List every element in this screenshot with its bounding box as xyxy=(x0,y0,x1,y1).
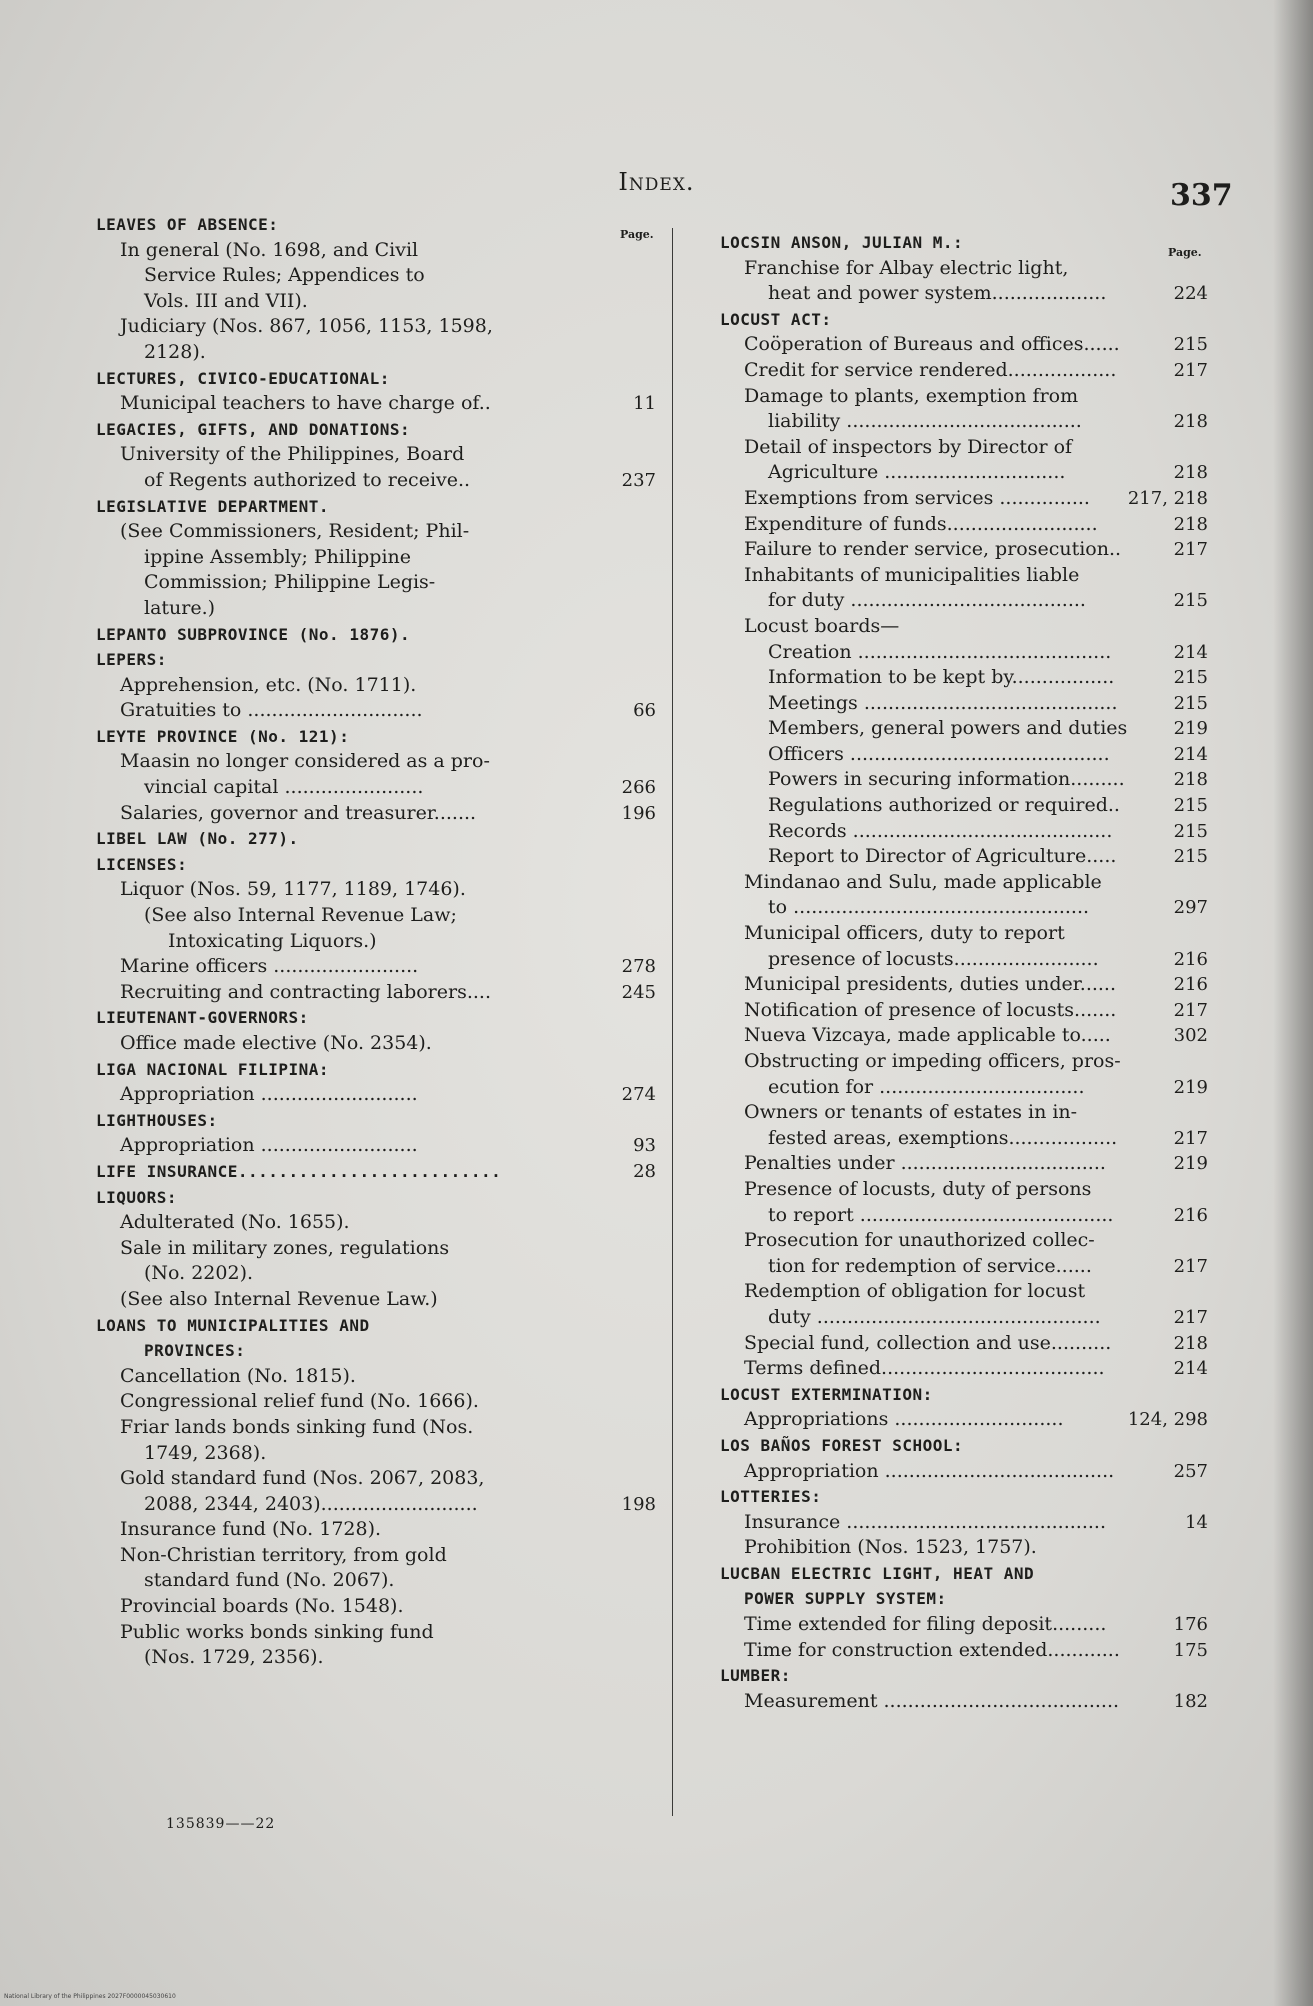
index-entry xyxy=(768,281,1208,307)
index-heading xyxy=(144,1338,656,1364)
entry-page-ref: 176 xyxy=(1173,1614,1208,1636)
entry-text: LIEUTENANT-GOVERNORS: xyxy=(96,1008,309,1028)
entry-text: LOCUST ACT: xyxy=(720,309,832,329)
index-entry xyxy=(744,1049,1208,1075)
entry-text: LEPANTO SUBPROVINCE (No. 1876). xyxy=(96,624,411,644)
entry-text: LIGHTHOUSES: xyxy=(96,1110,218,1130)
index-entry xyxy=(144,545,656,571)
index-entry xyxy=(144,263,656,289)
entry-page-ref: 218 xyxy=(1173,1332,1208,1354)
index-entry xyxy=(744,614,1208,640)
entry-text: Failure to render service, prosecution.. xyxy=(744,538,1122,561)
index-entry xyxy=(744,384,1208,410)
entry-text: (No. 2202). xyxy=(144,1262,254,1285)
index-entry xyxy=(744,1228,1208,1254)
index-heading xyxy=(720,1484,1208,1510)
index-heading xyxy=(720,307,1208,333)
entry-page-ref: 257 xyxy=(1173,1460,1208,1482)
entry-text: 1749, 2368). xyxy=(144,1441,267,1464)
index-entry xyxy=(120,980,656,1006)
entry-text: ecution for .................................. xyxy=(768,1075,1085,1098)
index-entry xyxy=(144,1645,656,1671)
entry-text: Records ........................................... xyxy=(768,819,1113,842)
index-entry xyxy=(744,332,1208,358)
entry-text: In general (No. 1698, and Civil xyxy=(120,238,419,261)
index-heading xyxy=(96,724,656,750)
entry-text: Appropriations ............................ xyxy=(744,1408,1064,1431)
entry-text: LEPERS: xyxy=(96,650,167,670)
index-entry xyxy=(744,1689,1208,1715)
index-entry xyxy=(120,877,656,903)
page-number: 337 xyxy=(1170,178,1233,213)
index-entry xyxy=(768,742,1208,768)
page-edge-shadow xyxy=(1273,0,1313,2006)
index-entry xyxy=(120,1389,656,1415)
entry-page-ref: 214 xyxy=(1173,641,1208,663)
column-divider xyxy=(672,228,673,1816)
index-heading xyxy=(96,366,656,392)
index-heading xyxy=(96,1313,656,1339)
index-entry xyxy=(144,596,656,622)
entry-page-ref: 11 xyxy=(633,393,656,415)
index-entry xyxy=(744,998,1208,1024)
entry-page-ref: 278 xyxy=(621,956,656,978)
entry-page-ref: 93 xyxy=(633,1135,656,1157)
entry-text: Exemptions from services ............... xyxy=(744,486,1090,509)
index-heading xyxy=(720,230,1208,256)
index-entry xyxy=(120,673,656,699)
index-entry xyxy=(120,1415,656,1441)
index-entry xyxy=(768,1254,1208,1280)
index-entry xyxy=(768,819,1208,845)
index-entry xyxy=(744,1535,1208,1561)
entry-text: Commission; Philippine Legis- xyxy=(144,571,436,594)
index-entry xyxy=(120,698,656,724)
entry-text: LIBEL LAW (No. 277). xyxy=(96,829,299,849)
index-entry xyxy=(768,691,1208,717)
index-entry xyxy=(744,537,1208,563)
entry-text: Agriculture .............................. xyxy=(768,461,1066,484)
index-entry xyxy=(120,391,656,417)
entry-page-ref: 196 xyxy=(621,802,656,824)
entry-text: for duty ....................................... xyxy=(768,589,1086,612)
index-heading xyxy=(96,1108,656,1134)
entry-text: Redemption of obligation for locust xyxy=(744,1280,1086,1303)
entry-text: LOS BAÑOS FOREST SCHOOL: xyxy=(720,1435,964,1455)
entry-text: Cancellation (No. 1815). xyxy=(120,1364,356,1387)
entry-page-ref: 215 xyxy=(1173,795,1208,817)
entry-page-ref: 217 xyxy=(1173,1255,1208,1277)
entry-text: Credit for service rendered.................. xyxy=(744,358,1117,381)
index-entry xyxy=(120,1210,656,1236)
entry-page-ref: 28 xyxy=(633,1160,656,1182)
entry-text: (See also Internal Revenue Law.) xyxy=(120,1287,438,1310)
entry-text: standard fund (No. 2067). xyxy=(144,1569,395,1592)
index-entry xyxy=(744,1356,1208,1382)
entry-text: Liquor (Nos. 59, 1177, 1189, 1746). xyxy=(120,878,466,901)
index-heading xyxy=(720,1663,1208,1689)
index-entry xyxy=(744,1151,1208,1177)
index-entry xyxy=(744,358,1208,384)
entry-page-ref: 198 xyxy=(621,1493,656,1515)
index-entry xyxy=(768,1305,1208,1331)
entry-text: Sale in military zones, regulations xyxy=(120,1236,450,1259)
entry-text: Appropriation .......................... xyxy=(120,1083,418,1106)
entry-page-ref: 217 xyxy=(1173,1306,1208,1328)
entry-text: 2128). xyxy=(144,340,206,363)
entry-text: lature.) xyxy=(144,596,216,619)
archive-note: National Library of the Philippines 2027F0000045030610 xyxy=(4,1993,176,2000)
entry-page-ref: 182 xyxy=(1173,1690,1208,1712)
entry-text: Non-Christian territory, from gold xyxy=(120,1543,447,1566)
entry-text: to ................................................. xyxy=(768,896,1090,919)
entry-text: LUCBAN ELECTRIC LIGHT, HEAT AND xyxy=(720,1563,1035,1583)
entry-text: Special fund, collection and use.......... xyxy=(744,1331,1112,1354)
entry-text: Service Rules; Appendices to xyxy=(144,264,425,287)
index-entry xyxy=(120,519,656,545)
index-entry xyxy=(744,1331,1208,1357)
entry-text: Municipal officers, duty to report xyxy=(744,922,1065,945)
entry-text: Apprehension, etc. (No. 1711). xyxy=(120,673,417,696)
entry-text: Notification of presence of locusts....... xyxy=(744,998,1117,1021)
entry-text: Meetings .......................................... xyxy=(768,691,1118,714)
index-entry xyxy=(768,588,1208,614)
index-entry xyxy=(744,563,1208,589)
index-entry xyxy=(768,1203,1208,1229)
index-entry xyxy=(768,716,1208,742)
index-entry xyxy=(744,1612,1208,1638)
entry-text: LEGISLATIVE DEPARTMENT. xyxy=(96,496,330,516)
index-entry xyxy=(768,1126,1208,1152)
entry-text: University of the Philippines, Board xyxy=(120,443,465,466)
entry-page-ref: 219 xyxy=(1173,1153,1208,1175)
entry-text: Insurance ........................................... xyxy=(744,1510,1107,1533)
entry-text: Prohibition (Nos. 1523, 1757). xyxy=(744,1536,1037,1559)
index-entry xyxy=(120,1517,656,1543)
entry-text: Measurement ....................................... xyxy=(744,1689,1120,1712)
index-entry xyxy=(744,486,1208,512)
index-entry xyxy=(120,1543,656,1569)
entry-text: Appropriation ...................................... xyxy=(744,1459,1115,1482)
entry-text: liability ....................................... xyxy=(768,410,1082,433)
running-head: Index. xyxy=(618,168,695,196)
entry-text: POWER SUPPLY SYSTEM: xyxy=(744,1589,947,1609)
entry-text: LOCUST EXTERMINATION: xyxy=(720,1384,933,1404)
index-heading xyxy=(96,622,656,648)
index-entry xyxy=(744,435,1208,461)
index-entry xyxy=(120,1287,656,1313)
index-entry xyxy=(144,1492,656,1518)
index-entry xyxy=(744,1279,1208,1305)
entry-page-ref: 266 xyxy=(621,777,656,799)
index-entry xyxy=(120,954,656,980)
entry-page-ref: 218 xyxy=(1173,462,1208,484)
index-entry xyxy=(144,340,656,366)
entry-page-ref: 217, 218 xyxy=(1127,487,1208,509)
entry-text: of Regents authorized to receive.. xyxy=(144,468,471,491)
entry-text: Adulterated (No. 1655). xyxy=(120,1211,350,1234)
index-entry xyxy=(120,1133,656,1159)
entry-page-ref: 218 xyxy=(1173,513,1208,535)
entry-text: Obstructing or impeding officers, pros- xyxy=(744,1050,1121,1072)
index-entry xyxy=(120,1594,656,1620)
entry-text: Members, general powers and duties xyxy=(768,717,1128,740)
index-heading xyxy=(96,1185,656,1211)
index-entry xyxy=(744,870,1208,896)
entry-page-ref: 237 xyxy=(621,469,656,491)
index-entry xyxy=(144,1441,656,1467)
print-code: 135839——22 xyxy=(166,1816,276,1832)
index-entry xyxy=(120,1364,656,1390)
index-entry xyxy=(768,844,1208,870)
entry-page-ref: 215 xyxy=(1173,820,1208,842)
entry-text: Maasin no longer considered as a pro- xyxy=(120,750,490,773)
entry-text: Coöperation of Bureaus and offices...... xyxy=(744,333,1120,356)
entry-text: heat and power system................... xyxy=(768,282,1107,305)
index-heading xyxy=(96,1159,656,1185)
left-page-column-header: Page. xyxy=(620,228,654,241)
entry-text: fested areas, exemptions.................. xyxy=(768,1126,1118,1149)
index-entry xyxy=(768,947,1208,973)
entry-text: LIFE INSURANCE.......................... xyxy=(96,1161,502,1181)
entry-page-ref: 218 xyxy=(1173,769,1208,791)
entry-text: Municipal teachers to have charge of.. xyxy=(120,392,491,415)
index-heading xyxy=(96,852,656,878)
entry-page-ref: 216 xyxy=(1173,948,1208,970)
entry-text: Information to be kept by................. xyxy=(768,666,1115,689)
entry-text: Intoxicating Liquors.) xyxy=(168,929,377,952)
index-entry xyxy=(144,1568,656,1594)
index-entry xyxy=(768,793,1208,819)
entry-text: Terms defined..................................... xyxy=(744,1357,1105,1380)
entry-text: Prosecution for unauthorized collec- xyxy=(744,1229,1095,1252)
index-entry xyxy=(120,238,656,264)
index-entry xyxy=(744,1459,1208,1485)
entry-page-ref: 217 xyxy=(1173,359,1208,381)
entry-page-ref: 214 xyxy=(1173,1358,1208,1380)
entry-page-ref: 219 xyxy=(1173,1076,1208,1098)
entry-text: LICENSES: xyxy=(96,854,188,874)
index-column-right xyxy=(720,230,1208,1714)
index-heading xyxy=(744,1586,1208,1612)
entry-text: 2088, 2344, 2403).......................... xyxy=(144,1492,478,1515)
index-entry xyxy=(144,570,656,596)
entry-page-ref: 217 xyxy=(1173,999,1208,1021)
index-entry xyxy=(120,1082,656,1108)
entry-text: Nueva Vizcaya, made applicable to..... xyxy=(744,1024,1111,1047)
index-heading xyxy=(720,1561,1208,1587)
entry-text: Regulations authorized or required.. xyxy=(768,794,1120,817)
entry-text: Franchise for Albay electric light, xyxy=(744,256,1069,279)
entry-page-ref: 217 xyxy=(1173,1127,1208,1149)
index-entry xyxy=(744,1638,1208,1664)
entry-page-ref: 215 xyxy=(1173,692,1208,714)
entry-text: Expenditure of funds......................... xyxy=(744,512,1098,535)
entry-text: Presence of locusts, duty of persons xyxy=(744,1177,1092,1200)
index-entry xyxy=(768,1075,1208,1101)
entry-page-ref: 217 xyxy=(1173,539,1208,561)
index-heading xyxy=(720,1382,1208,1408)
entry-text: Inhabitants of municipalities liable xyxy=(744,563,1080,586)
entry-text: (Nos. 1729, 2356). xyxy=(144,1646,324,1669)
index-heading xyxy=(96,417,656,443)
entry-page-ref: 274 xyxy=(621,1084,656,1106)
entry-text: Time extended for filing deposit......... xyxy=(744,1613,1107,1636)
index-heading xyxy=(96,826,656,852)
entry-text: Insurance fund (No. 1728). xyxy=(120,1518,382,1541)
entry-text: presence of locusts........................ xyxy=(768,947,1099,970)
entry-page-ref: 66 xyxy=(633,700,656,722)
index-entry xyxy=(744,256,1208,282)
entry-text: Recruiting and contracting laborers.... xyxy=(120,980,491,1003)
entry-text: Salaries, governor and treasurer....... xyxy=(120,801,477,824)
entry-text: vincial capital ....................... xyxy=(144,776,424,799)
entry-text: Gratuities to ............................. xyxy=(120,699,423,722)
entry-text: Locust boards— xyxy=(744,614,900,637)
entry-text: PROVINCES: xyxy=(144,1341,246,1361)
entry-page-ref: 216 xyxy=(1173,1204,1208,1226)
entry-text: Damage to plants, exemption from xyxy=(744,384,1079,407)
entry-page-ref: 175 xyxy=(1173,1639,1208,1661)
entry-text: Provincial boards (No. 1548). xyxy=(120,1595,404,1618)
entry-text: Owners or tenants of estates in in- xyxy=(744,1101,1078,1124)
index-heading xyxy=(96,212,656,238)
entry-page-ref: 297 xyxy=(1173,897,1208,919)
index-entry xyxy=(120,1466,656,1492)
entry-text: LEYTE PROVINCE (No. 121): xyxy=(96,726,350,746)
entry-text: (See Commissioners, Resident; Phil- xyxy=(120,520,470,543)
index-entry xyxy=(744,512,1208,538)
index-entry xyxy=(144,1261,656,1287)
entry-page-ref: 302 xyxy=(1173,1025,1208,1047)
entry-text: Penalties under .................................. xyxy=(744,1152,1106,1175)
entry-page-ref: 215 xyxy=(1173,334,1208,356)
entry-text: LIQUORS: xyxy=(96,1187,178,1207)
entry-page-ref: 218 xyxy=(1173,411,1208,433)
index-entry xyxy=(120,1031,656,1057)
entry-page-ref: 214 xyxy=(1173,743,1208,765)
entry-text: Mindanao and Sulu, made applicable xyxy=(744,870,1102,893)
index-entry xyxy=(768,767,1208,793)
right-page-column-header: Page. xyxy=(1168,246,1202,259)
index-entry xyxy=(120,801,656,827)
entry-page-ref: 215 xyxy=(1173,667,1208,689)
entry-page-ref: 245 xyxy=(621,981,656,1003)
entry-page-ref: 224 xyxy=(1173,283,1208,305)
entry-text: Appropriation .......................... xyxy=(120,1134,418,1157)
entry-page-ref: 219 xyxy=(1173,718,1208,740)
entry-text: LOCSIN ANSON, JULIAN M.: xyxy=(720,233,964,252)
entry-text: LIGA NACIONAL FILIPINA: xyxy=(96,1059,330,1079)
index-entry xyxy=(120,314,656,340)
index-entry xyxy=(120,749,656,775)
index-entry xyxy=(120,442,656,468)
index-entry xyxy=(744,921,1208,947)
entry-text: Officers ........................................... xyxy=(768,742,1110,765)
index-entry xyxy=(744,1510,1208,1536)
entry-text: Gold standard fund (Nos. 2067, 2083, xyxy=(120,1467,485,1490)
entry-text: LECTURES, CIVICO-EDUCATIONAL: xyxy=(96,368,390,388)
entry-text: Creation .......................................... xyxy=(768,640,1112,663)
entry-text: ippine Assembly; Philippine xyxy=(144,545,412,568)
entry-text: Report to Director of Agriculture..... xyxy=(768,845,1117,868)
index-entry xyxy=(768,895,1208,921)
index-entry xyxy=(768,640,1208,666)
index-entry xyxy=(168,929,656,955)
entry-text: Municipal presidents, duties under...... xyxy=(744,973,1117,996)
entry-text: (See also Internal Revenue Law; xyxy=(144,904,457,927)
index-entry xyxy=(768,460,1208,486)
entry-text: Powers in securing information......... xyxy=(768,768,1125,791)
index-column-left xyxy=(96,212,656,1671)
index-entry xyxy=(744,972,1208,998)
index-entry xyxy=(744,1023,1208,1049)
entry-page-ref: 215 xyxy=(1173,846,1208,868)
entry-text: Marine officers ........................ xyxy=(120,955,419,978)
entry-page-ref: 124, 298 xyxy=(1127,1409,1208,1431)
index-entry xyxy=(144,289,656,315)
entry-text: Public works bonds sinking fund xyxy=(120,1620,434,1643)
entry-text: Office made elective (No. 2354). xyxy=(120,1032,432,1054)
index-entry xyxy=(144,468,656,494)
entry-text: LUMBER: xyxy=(720,1666,791,1686)
entry-text: Detail of inspectors by Director of xyxy=(744,435,1073,458)
index-entry xyxy=(144,775,656,801)
index-heading xyxy=(96,1005,656,1031)
entry-text: Congressional relief fund (No. 1666). xyxy=(120,1390,479,1413)
index-entry xyxy=(744,1100,1208,1126)
entry-page-ref: 215 xyxy=(1173,590,1208,612)
index-entry xyxy=(120,1620,656,1646)
entry-text: Time for construction extended............ xyxy=(744,1638,1120,1661)
entry-text: to report .......................................... xyxy=(768,1203,1114,1226)
entry-text: Friar lands bonds sinking fund (Nos. xyxy=(120,1415,474,1438)
index-heading xyxy=(96,494,656,520)
entry-text: Judiciary (Nos. 867, 1056, 1153, 1598, xyxy=(120,315,493,338)
entry-text: LEGACIES, GIFTS, AND DONATIONS: xyxy=(96,419,411,439)
entry-text: LOANS TO MUNICIPALITIES AND xyxy=(96,1315,370,1335)
index-entry xyxy=(744,1407,1208,1433)
index-entry xyxy=(768,409,1208,435)
index-entry xyxy=(744,1177,1208,1203)
entry-text: LOTTERIES: xyxy=(720,1487,822,1507)
entry-text: duty ............................................... xyxy=(768,1305,1101,1328)
index-entry xyxy=(120,1236,656,1262)
index-heading xyxy=(96,647,656,673)
index-heading xyxy=(720,1433,1208,1459)
entry-text: LEAVES OF ABSENCE: xyxy=(96,215,279,234)
entry-page-ref: 14 xyxy=(1185,1511,1208,1533)
index-entry xyxy=(144,903,656,929)
entry-text: Vols. III and VII). xyxy=(144,289,308,312)
index-heading xyxy=(96,1057,656,1083)
entry-page-ref: 216 xyxy=(1173,974,1208,996)
index-entry xyxy=(768,665,1208,691)
entry-text: tion for redemption of service...... xyxy=(768,1254,1092,1277)
